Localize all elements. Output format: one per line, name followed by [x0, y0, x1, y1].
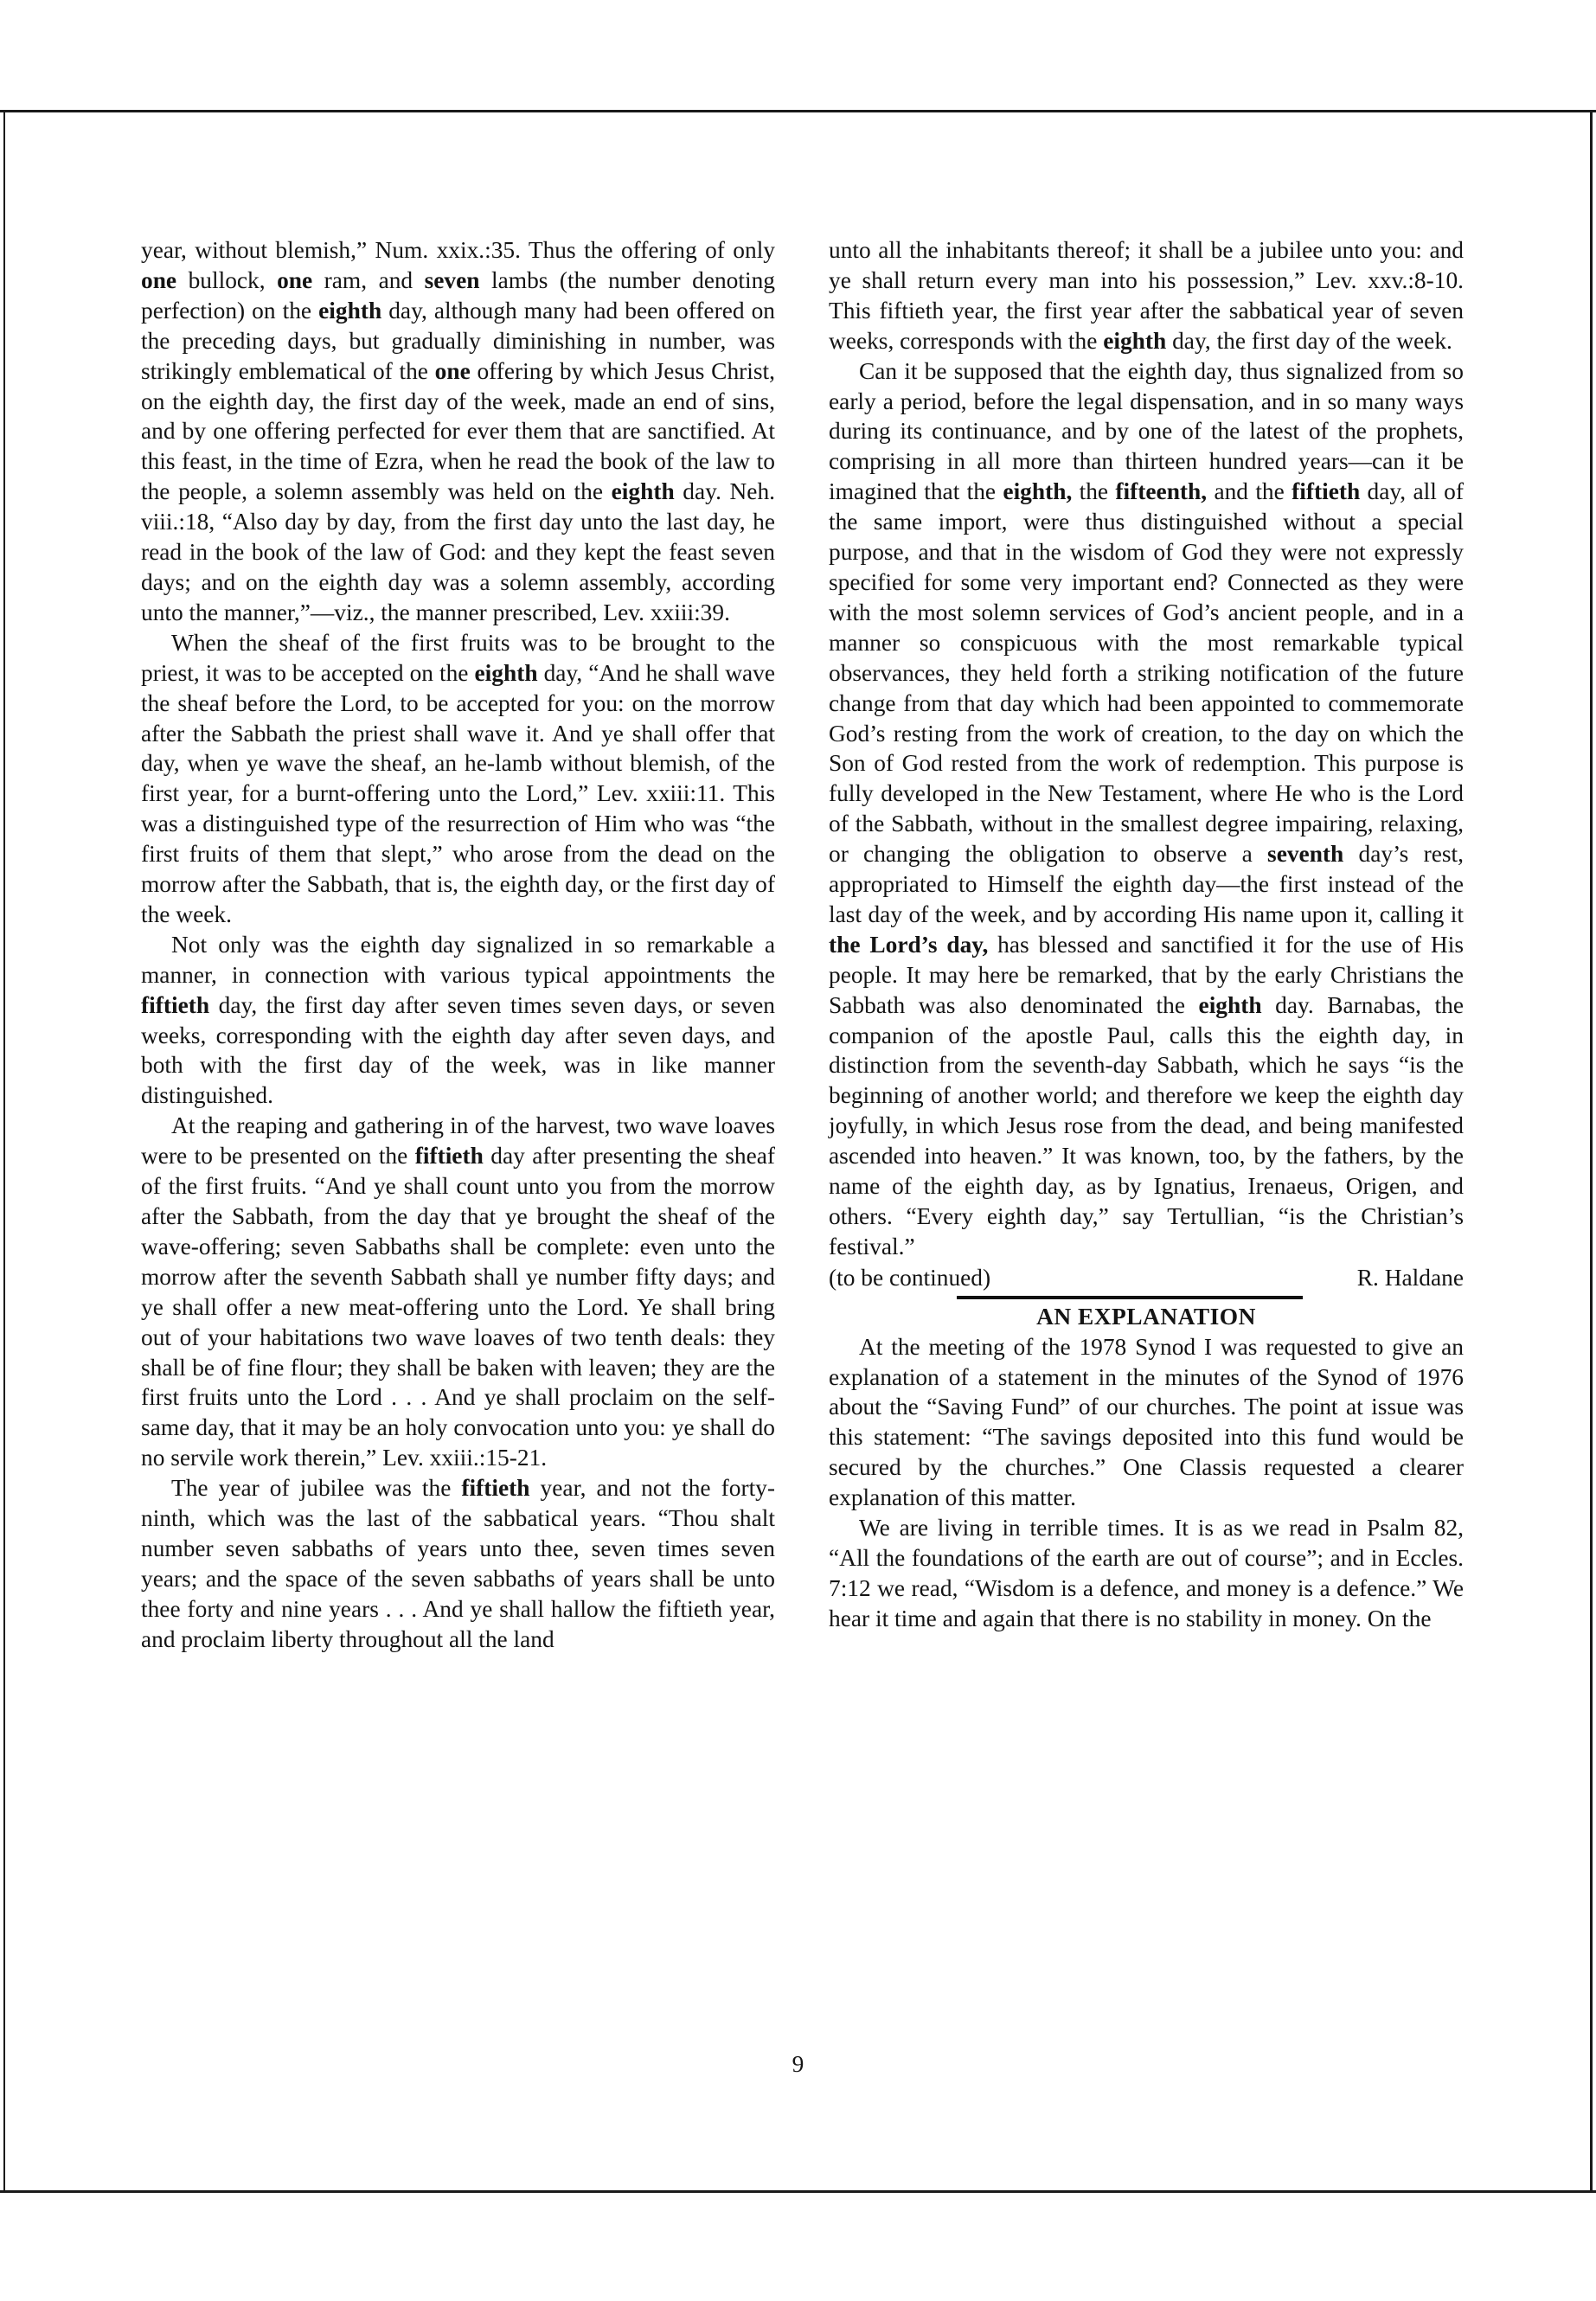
paragraph: unto all the inhabitants thereof; it shall be a jubilee unto you: and ye shall return every man into his possession,” Lev. xxv.:8-10. This fiftieth year, the first year after the sabbatical year of seven weeks, corresponds with the eighth day, the first day of the week.	[829, 237, 1464, 354]
author-name: R. Haldane	[1356, 1264, 1464, 1291]
paragraph: At the meeting of the 1978 Synod I was requested to give an explanation of a statement in the minutes of the Synod of 1976 about the “Saving Fund” of our churches. The point at issue was this statement: “The savings deposited into this fund would be secured by the churches.” One Classis requested a clearer explanation of this matter.	[829, 1333, 1464, 1511]
section-title: AN EXPLANATION	[1036, 1303, 1256, 1330]
page-border-bottom	[0, 2190, 1596, 2193]
section-divider	[957, 1296, 1303, 1299]
to-be-continued-note: (to be continued)	[829, 1264, 991, 1291]
paragraph: year, without blemish,” Num. xxix.:35. Thus the offering of only one bullock, one ram, and seven lambs (the number denoting perfection) on the eighth day, although many had been offered on the preceding days, but gradually diminishing in number, was strikingly emblematical of the one offering by which Jesus Christ, on the eighth day, the first day of the week, made an end of sins, and by one offering perfected for ever them that are sanctified. At this feast, in the time of Ezra, when he read the book of the law to the people, a solemn assembly was held on the eighth day. Neh. viii.:18, “Also day by day, from the first day unto the last day, he read in the book of the law of God: and they kept the feast seven days; and on the eighth day was a solemn assembly, according unto the manner,”—viz., the manner prescribed, Lev. xxiii:39.	[141, 237, 775, 625]
page-border-top	[0, 110, 1596, 112]
paragraph: Not only was the eighth day signalized in so remarkable a manner, in connection with various typical appointments the fiftieth day, the first day after seven times seven days, or seven weeks, corresponding with the eighth day after seven days, and both with the first day of the week, was in like manner distinguished.	[141, 931, 775, 1109]
left-column	[141, 235, 775, 1655]
article-byline	[829, 1263, 1464, 1293]
paragraph: We are living in terrible times. It is as we read in Psalm 82, “All the foundations of the earth are out of course”; and in Eccles. 7:12 we read, “Wisdom is a defence, and money is a defence.” We hear it time and again that there is no stability in money. On the	[829, 1515, 1464, 1631]
page-border-left	[3, 110, 5, 2193]
right-column	[829, 235, 1464, 1634]
paragraph: At the reaping and gathering in of the harvest, two wave loaves were to be presented on the fiftieth day after presenting the sheaf of the first fruits. “And ye shall count unto you from the morrow after the Sabbath, from the day that ye brought the sheaf of the wave-offering; seven Sabbaths shall be complete: even unto the morrow after the seventh Sabbath shall ye number fifty days; and ye shall offer a new meat-offering unto the Lord. Ye shall bring out of your habitations two wave loaves of two tenth deals: they shall be of fine flour; they shall be baken with leaven; they are the first fruits unto the Lord . . . And ye shall proclaim on the self-same day, that it may be an holy convocation unto you: ye shall do no servile work therein,” Lev. xxiii.:15-21.	[141, 1112, 776, 1471]
paragraph: When the sheaf of the first fruits was to be brought to the priest, it was to be accepted on the eighth day, “And he shall wave the sheaf before the Lord, to be accepted for you: on the morrow after the Sabbath the priest shall wave it. And ye shall offer that day, when ye wave the sheaf, an he-lamb without blemish, of the first year, for a burnt-offering unto the Lord,” Lev. xxiii:11. This was a distinguished type of the resurrection of Him who was “the first fruits of them that slept,” who arose from the dead on the morrow after the Sabbath, that is, the eighth day, or the first day of the week.	[141, 629, 775, 927]
paragraph: Can it be supposed that the eighth day, thus signalized from so early a period, before the legal dispensation, and in so many ways during its continuance, and by one of the latest of the prophets, comprising in all more than thirteen hundred years—can it be imagined that the eighth, the fifteenth, and the fiftieth day, all of the same import, were thus distinguished without a special purpose, and that in the wisdom of God they were not expressly specified for some very important end? Connected as they were with the most solemn services of God’s ancient people, and in a manner so conspicuous with the most remarkable typical observances, they held forth a striking notification of the future change from that day which had been appointed to commemorate God’s resting from the work of creation, to the day on which the Son of God rested from the work of redemption. This purpose is fully developed in the New Testament, where He who is the Lord of the Sabbath, without in the smallest degree impairing, relaxing, or changing the obligation to observe a seventh day’s rest, appropriated to Himself the eighth day—the first instead of the last day of the week, and by according His name upon it, calling it the Lord’s day, has blessed and sanctified it for the use of His people. It may here be remarked, that by the early Christians the Sabbath was also denominated the eighth day. Barnabas, the companion of the apostle Paul, calls this the eighth day, in distinction from the seventh-day Sabbath, which he says “is the beginning of another world; and therefore we keep the eighth day joyfully, in which Jesus rose from the dead, and being manifested ascended into heaven.” It was known, too, by the fathers, by the name of the eighth day, as by Ignatius, Irenaeus, Origen, and others. “Every eighth day,” say Tertullian, “is the Christian’s festival.”	[829, 357, 1465, 1259]
page-number: 9	[792, 2051, 804, 2077]
paragraph: The year of jubilee was the fiftieth year, and not the forty-ninth, which was the last of the sabbatical years. “Thou shalt number seven sabbaths of years unto thee, seven times seven years; and the space of the seven sabbaths of years shall be unto thee forty and nine years . . . And ye shall hallow the fiftieth year, and proclaim liberty throughout all the land	[141, 1475, 775, 1652]
page-border-right	[1590, 110, 1593, 2193]
